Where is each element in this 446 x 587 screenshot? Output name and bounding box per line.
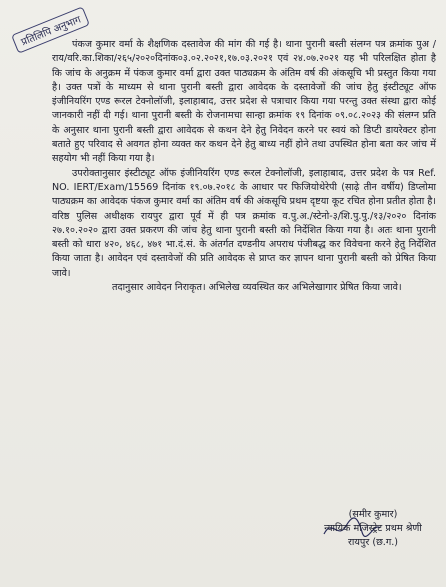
signature-block <box>308 508 438 550</box>
signatory-title: न्यायिक मजिस्ट्रेट प्रथम श्रेणी <box>324 523 422 534</box>
signatory-name: (समीर कुमार) <box>348 509 398 520</box>
paragraph-disposal: तदानुसार आवेदन निराकृत। अभिलेख व्यवस्थित कर अभिलेखागार प्रेषित किया जावे। <box>112 282 402 294</box>
order-body <box>52 38 436 295</box>
paragraph-investigation: पंकज कुमार वर्मा के शैक्षणिक दस्तावेज की मांग की गई है। थाना पुरानी बस्ती संलग्न पत्र क्रमांक पुअ /राय/वरि.का.शिका/२६५/२०२०दिनांक०३.०२.२०२१,१७.०३.२०२१ एवं २४.०७.२०२१ यह भी परिलक्षित होता है कि जांच के अनुक्रम में पंकज कुमार वर्मा द्वारा उक्त पाठ्यक्रम के अंतिम वर्ष की अंकसूचि भी प्रस्तुत किया गया है। उक्त पत्रों के माध्यम से थाना पुरानी बस्ती द्वारा आवेदक के दस्तावेजों की जांच हेतु इंस्टीट्यूट ऑफ इंजीनियरिंग एण्ड रूरल टेक्नोलॉजी, इलाहाबाद, उत्तर प्रदेश से पत्राचार किया गया परन्तु उक्त संस्था द्वारा कोई जानकारी नहीं दी गई। थाना पुरानी बस्ती के रोजनामचा सान्हा क्रमांक १९ दिनांक ०९.०८.२०२३ की संलग्न प्रति के अनुसार थाना पुरानी बस्ती द्वारा आवेदक से कथन देने हेतु निवेदन करने पर स्वयं को डिप्टी डायरेक्टर होना बताते हुए परिवाद से अवगत होना व्यक्त कर कथन देने हेतु बाध्य नहीं होने तथा उपस्थित होना बता कर जांच में सहयोग भी नहीं किया गया है। <box>52 39 436 165</box>
paragraph-direction: उपरोक्तानुसार इंस्टीट्यूट ऑफ इंजीनियरिंग एण्ड रूरल टेक्नोलॉजी, इलाहाबाद, उत्तर प्रदेश के पत्र Ref. NO. IERT/Exam/15569 दिनांक १९.०७.२०१८ के आधार पर फिजियोथेरेपी (साढ़े तीन वर्षीय) डिप्लोमा पाठ्यक्रम का आवेदक पंकज कुमार वर्मा का अंतिम वर्ष की अंकसूचि प्रथम दृष्टया कूट रचित होना प्रतीत होता है। वरिष्ठ पुलिस अधीक्षक रायपुर द्वारा पूर्व में ही पत्र क्रमांक व.पु.अ./स्टेनो-३/शि.पु.पु./१३/२०२० दिनांक २७.१०.२०२० द्वारा उक्त प्रकरण की जांच हेतु थाना पुरानी बस्ती को निर्देशित किया गया है। अतः थाना पुरानी बस्ती को धारा ४२०, ४६८, ४७१ भा.दं.सं. के अंतर्गत दण्डनीय अपराध पंजीबद्ध कर विवेचना करने हेतु निर्देशित किया जाता है। आवेदन एवं दस्तावेजों की प्रति आवेदक से प्राप्त कर ज्ञापन थाना पुरानी बस्ती को प्रेषित किया जावे। <box>52 167 436 279</box>
copy-section-stamp: प्रतिलिपि अनुभाग <box>11 6 90 53</box>
signatory-place: रायपुर (छ.ग.) <box>347 537 399 548</box>
